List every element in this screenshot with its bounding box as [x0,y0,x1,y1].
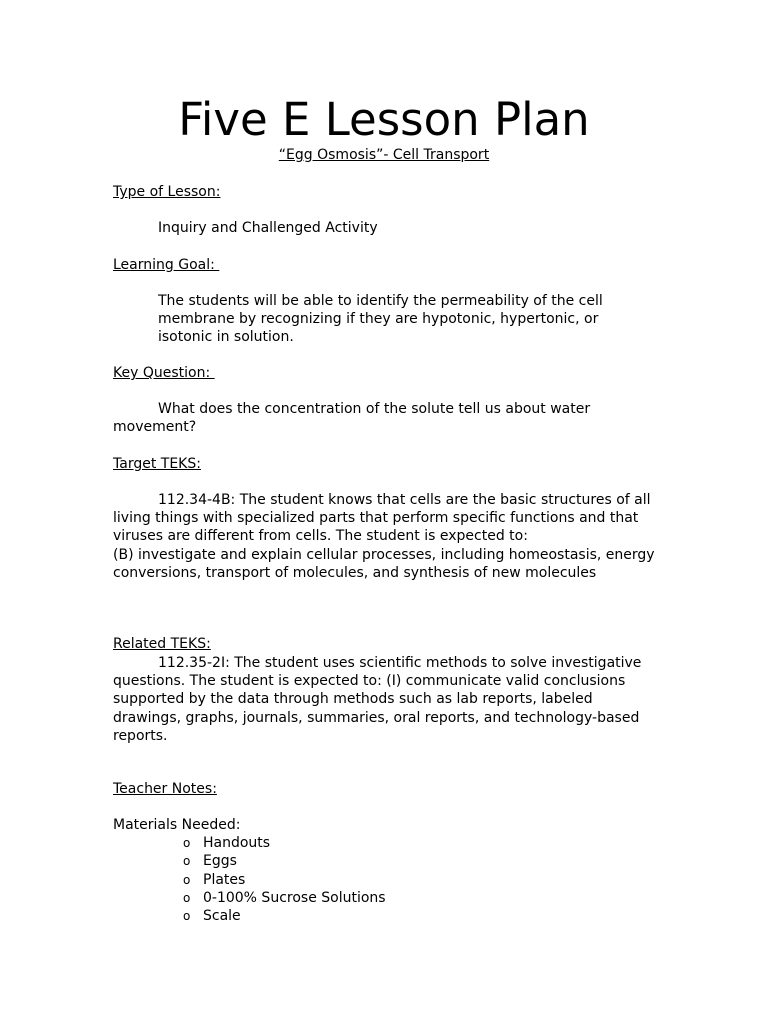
bullet-icon: o [183,890,191,905]
materials-list [113,834,658,925]
target-teks-text [113,491,658,582]
materials-section [113,816,658,925]
type-of-lesson-heading: Type of Lesson: [113,184,221,200]
bullet-icon: o [183,872,191,887]
key-question-heading: Key Question: [113,365,215,381]
type-of-lesson-text: Inquiry and Challenged Activity [158,220,378,236]
materials-label: Materials Needed: [113,817,241,833]
bullet-icon: o [183,909,191,924]
target-teks-standard: 112.34-4B: The student knows that cells are the basic structures of all living things with specialized parts that perform specific functions and that viruses are different from cells. The student is expected to: [113,492,651,545]
bullet-icon: o [183,836,191,851]
related-teks-text: 112.35-2I: The student uses scientific methods to solve investigative questions. The student is expected to: (I) communicate valid conclusions supported by the data through methods such as lab reports, labeled drawings, graphs, journals, summaries, oral reports, and technology-based reports. [113,655,642,744]
teacher-notes-heading: Teacher Notes: [113,781,217,797]
learning-goal-text: The students will be able to identify the permeability of the cell membrane by recognizing if they are hypotonic, hypertonic, or isotonic in solution. [158,293,603,346]
list-item: o Handouts [183,835,271,852]
list-item: o Scale [183,908,241,925]
page-title: Five E Lesson Plan [178,93,590,146]
list-item: o Eggs [183,853,237,870]
key-question-text: What does the concentration of the solute tell us about water movement? [113,401,591,436]
related-teks-heading: Related TEKS: [113,636,211,652]
bullet-icon: o [183,854,191,869]
target-teks-heading: Target TEKS: [113,456,201,472]
list-item: o Plates [183,871,246,888]
target-teks-expectation: (B) investigate and explain cellular processes, including homeostasis, energy conversions, transport of molecules, and synthesis of new molecules [113,546,655,581]
page-subtitle: “Egg Osmosis”- Cell Transport [278,147,490,163]
list-item: o 0-100% Sucrose Solutions [183,889,386,906]
learning-goal-heading: Learning Goal: [113,257,220,273]
